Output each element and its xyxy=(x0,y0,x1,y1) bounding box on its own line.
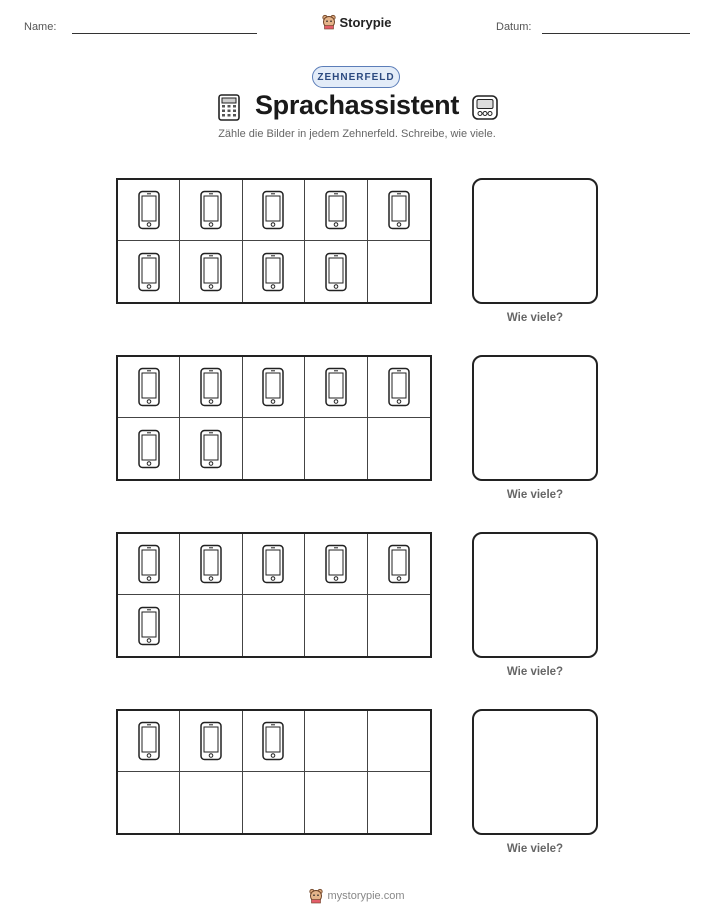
answer-label: Wie viele? xyxy=(506,843,564,855)
answer-box[interactable] xyxy=(472,178,598,304)
ten-frame xyxy=(116,355,432,481)
frame-cell xyxy=(368,772,430,833)
frame-cell xyxy=(243,418,305,479)
frame-cell xyxy=(305,534,367,595)
frame-cell xyxy=(180,180,242,241)
frame-cell xyxy=(305,595,367,656)
smartphone-icon xyxy=(137,367,161,407)
frame-cell xyxy=(305,180,367,241)
smartphone-icon xyxy=(387,544,411,584)
answer-label: Wie viele? xyxy=(506,312,564,324)
frame-cell xyxy=(118,180,180,241)
brand-logo xyxy=(0,14,714,30)
frame-cell xyxy=(368,241,430,302)
smartphone-icon xyxy=(137,429,161,469)
smartphone-icon xyxy=(387,367,411,407)
smartphone-icon xyxy=(324,190,348,230)
page-title: Sprachassistent xyxy=(254,90,460,120)
smartphone-icon xyxy=(137,721,161,761)
frame-cell xyxy=(243,534,305,595)
smartphone-icon xyxy=(199,429,223,469)
frame-cell xyxy=(180,418,242,479)
date-label: Datum: xyxy=(496,21,532,33)
smartphone-icon xyxy=(261,544,285,584)
brand-name: Storypie xyxy=(339,14,392,30)
smartphone-icon xyxy=(199,544,223,584)
frame-cell xyxy=(243,711,305,772)
answer-label: Wie viele? xyxy=(506,666,564,678)
frame-cell xyxy=(243,241,305,302)
frame-cell xyxy=(118,711,180,772)
frame-cell xyxy=(305,418,367,479)
frame-cell xyxy=(305,241,367,302)
frame-cell xyxy=(118,241,180,302)
name-label: Name: xyxy=(24,21,57,33)
smartphone-icon xyxy=(137,252,161,292)
smartphone-icon xyxy=(137,544,161,584)
smartphone-icon xyxy=(199,721,223,761)
footer xyxy=(0,888,714,904)
frame-cell xyxy=(305,357,367,418)
smartphone-icon xyxy=(324,252,348,292)
frame-cell xyxy=(180,772,242,833)
smartphone-icon xyxy=(199,252,223,292)
ten-frame xyxy=(116,532,432,658)
topic-badge: ZEHNERFELD xyxy=(312,66,400,88)
ten-frame xyxy=(116,709,432,835)
smartphone-icon xyxy=(199,190,223,230)
frame-cell xyxy=(243,772,305,833)
smartphone-icon xyxy=(261,252,285,292)
smartphone-icon xyxy=(261,721,285,761)
instructions: Zähle die Bilder in jedem Zehnerfeld. Schreibe, wie viele. xyxy=(218,128,496,140)
frame-cell xyxy=(118,418,180,479)
smartphone-icon xyxy=(387,190,411,230)
name-line[interactable] xyxy=(72,33,257,34)
frame-cell xyxy=(118,595,180,656)
frame-cell xyxy=(368,418,430,479)
frame-cell xyxy=(118,534,180,595)
frame-cell xyxy=(305,711,367,772)
smartphone-icon xyxy=(261,190,285,230)
bear-icon xyxy=(322,14,336,30)
frame-cell xyxy=(368,595,430,656)
smartphone-icon xyxy=(137,606,161,646)
ten-frame xyxy=(116,178,432,304)
answer-box[interactable] xyxy=(472,355,598,481)
frame-cell xyxy=(243,357,305,418)
date-line[interactable] xyxy=(542,33,690,34)
footer-url: mystorypie.com xyxy=(327,890,405,902)
frame-cell xyxy=(368,180,430,241)
smartphone-icon xyxy=(324,544,348,584)
smartphone-icon xyxy=(324,367,348,407)
frame-cell xyxy=(180,357,242,418)
frame-cell xyxy=(368,534,430,595)
frame-cell xyxy=(243,595,305,656)
frame-cell xyxy=(118,357,180,418)
smartphone-icon xyxy=(199,367,223,407)
frame-cell xyxy=(180,711,242,772)
answer-label: Wie viele? xyxy=(506,489,564,501)
frame-cell xyxy=(180,534,242,595)
frame-cell xyxy=(118,772,180,833)
frame-cell xyxy=(180,241,242,302)
frame-cell xyxy=(368,357,430,418)
bear-icon xyxy=(309,888,323,904)
frame-cell xyxy=(305,772,367,833)
frame-cell xyxy=(180,595,242,656)
smart-display-icon xyxy=(471,94,499,121)
answer-box[interactable] xyxy=(472,709,598,835)
answer-box[interactable] xyxy=(472,532,598,658)
frame-cell xyxy=(368,711,430,772)
smartphone-icon xyxy=(137,190,161,230)
frame-cell xyxy=(243,180,305,241)
smartphone-icon xyxy=(261,367,285,407)
